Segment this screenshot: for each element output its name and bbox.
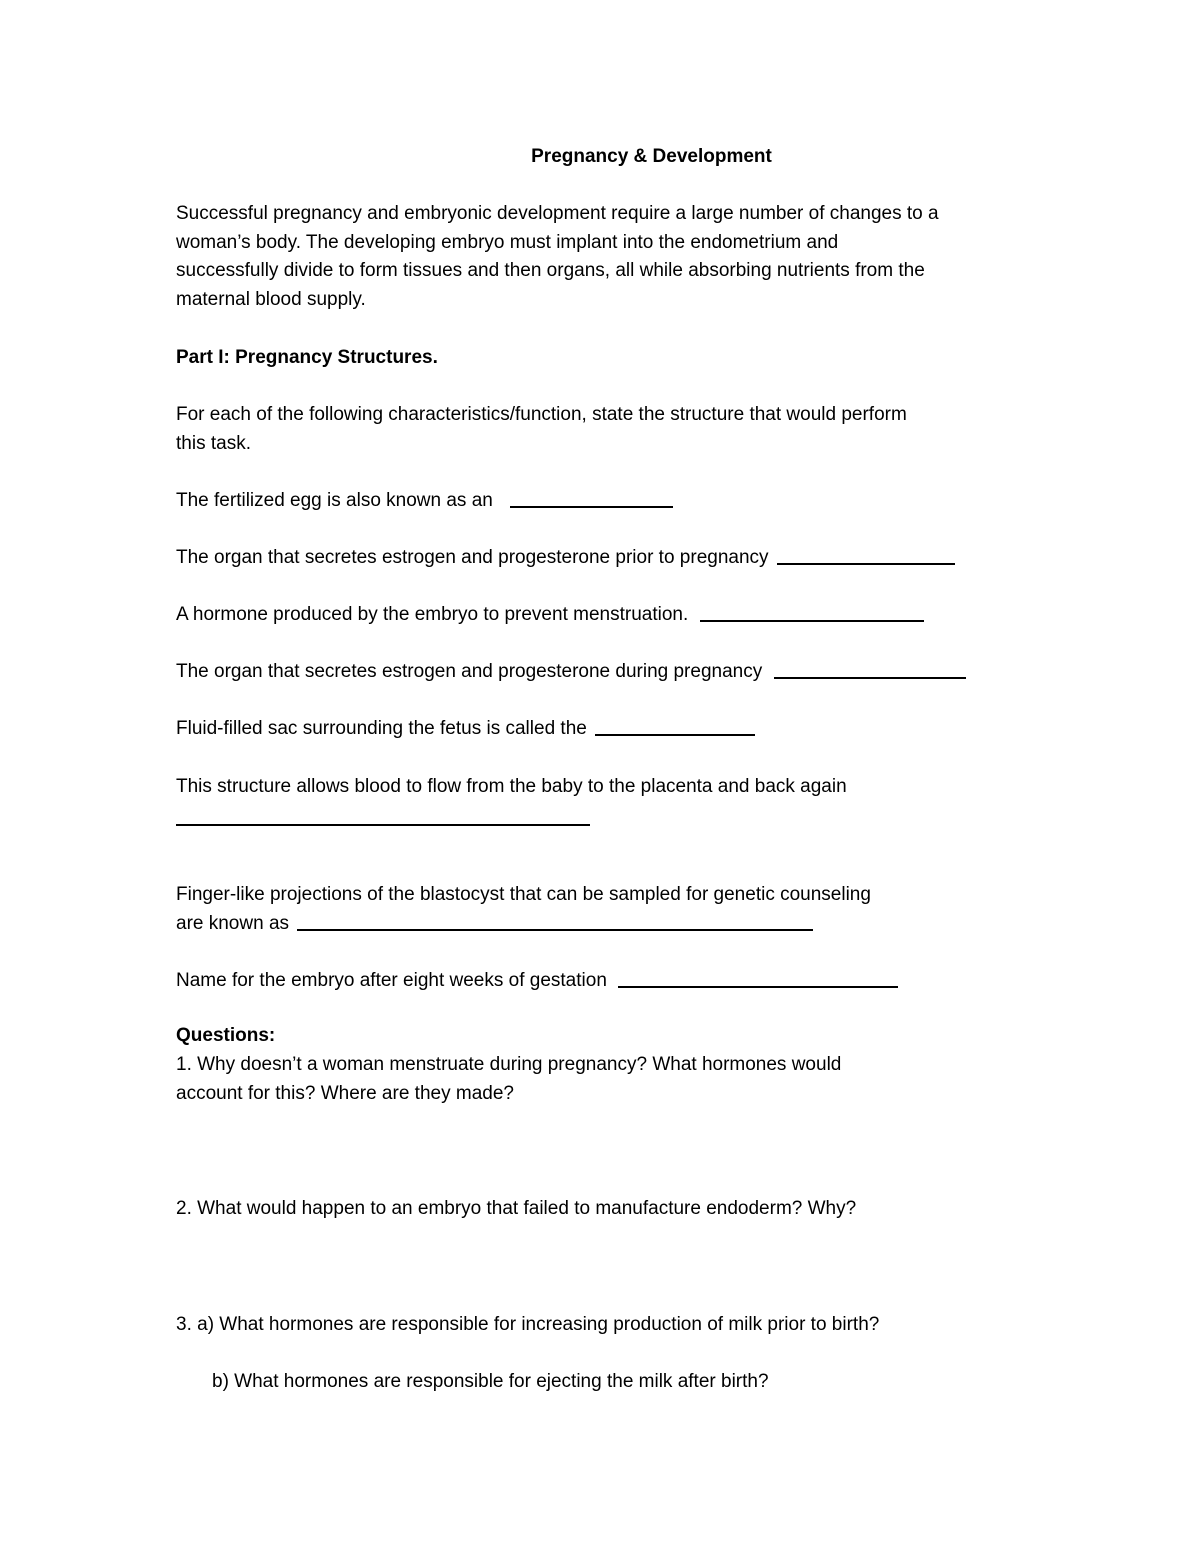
- instructions-line-1: For each of the following characteristics/function, state the structure that would perform: [176, 404, 907, 425]
- intro-line-3: successfully divide to form tissues and then organs, all while absorbing nutrients from the: [176, 260, 925, 281]
- instructions-line-2: this task.: [176, 433, 251, 454]
- item-hormone-embryo: [176, 603, 924, 627]
- answer-blank[interactable]: [700, 620, 924, 622]
- item-organ-prior: [176, 546, 955, 570]
- item-embryo-name: [176, 969, 898, 993]
- answer-blank[interactable]: [774, 677, 966, 679]
- item-finger-projections-cont: [176, 912, 813, 936]
- item-blood-structure: This structure allows blood to flow from the baby to the placenta and back again: [176, 776, 847, 797]
- intro-line-4: maternal blood supply.: [176, 289, 366, 310]
- question-3b: b) What hormones are responsible for ejecting the milk after birth?: [212, 1371, 769, 1392]
- item-text: A hormone produced by the embryo to prevent menstruation.: [176, 604, 689, 625]
- answer-blank[interactable]: [777, 563, 955, 565]
- page-title: Pregnancy & Development: [531, 146, 772, 167]
- question-1-line-1: 1. Why doesn’t a woman menstruate during pregnancy? What hormones would: [176, 1054, 842, 1075]
- part1-heading: Part I: Pregnancy Structures.: [176, 347, 438, 368]
- answer-blank[interactable]: [618, 986, 898, 988]
- item-text: The organ that secretes estrogen and progesterone prior to pregnancy: [176, 547, 769, 568]
- answer-blank[interactable]: [297, 929, 813, 931]
- question-1-line-2: account for this? Where are they made?: [176, 1083, 514, 1104]
- intro-line-2: woman’s body. The developing embryo must implant into the endometrium and: [176, 232, 839, 253]
- item-text: Fluid-filled sac surrounding the fetus is called the: [176, 718, 587, 739]
- intro-line-1: Successful pregnancy and embryonic development require a large number of changes to a: [176, 203, 939, 224]
- answer-blank[interactable]: [176, 824, 590, 826]
- item-fertilized-egg: [176, 489, 673, 513]
- item-text: are known as: [176, 913, 290, 934]
- question-3a: 3. a) What hormones are responsible for increasing production of milk prior to birth?: [176, 1314, 880, 1335]
- answer-blank[interactable]: [595, 734, 755, 736]
- item-fluid-sac: [176, 717, 755, 741]
- answer-blank[interactable]: [510, 506, 673, 508]
- item-text: Name for the embryo after eight weeks of gestation: [176, 970, 607, 991]
- item-text: The organ that secretes estrogen and progesterone during pregnancy: [176, 661, 763, 682]
- item-finger-projections: Finger-like projections of the blastocyst that can be sampled for genetic counseling: [176, 884, 871, 905]
- questions-heading: Questions:: [176, 1025, 276, 1046]
- item-text: The fertilized egg is also known as an: [176, 490, 493, 511]
- item-organ-during: [176, 660, 966, 684]
- question-2: 2. What would happen to an embryo that failed to manufacture endoderm? Why?: [176, 1198, 857, 1219]
